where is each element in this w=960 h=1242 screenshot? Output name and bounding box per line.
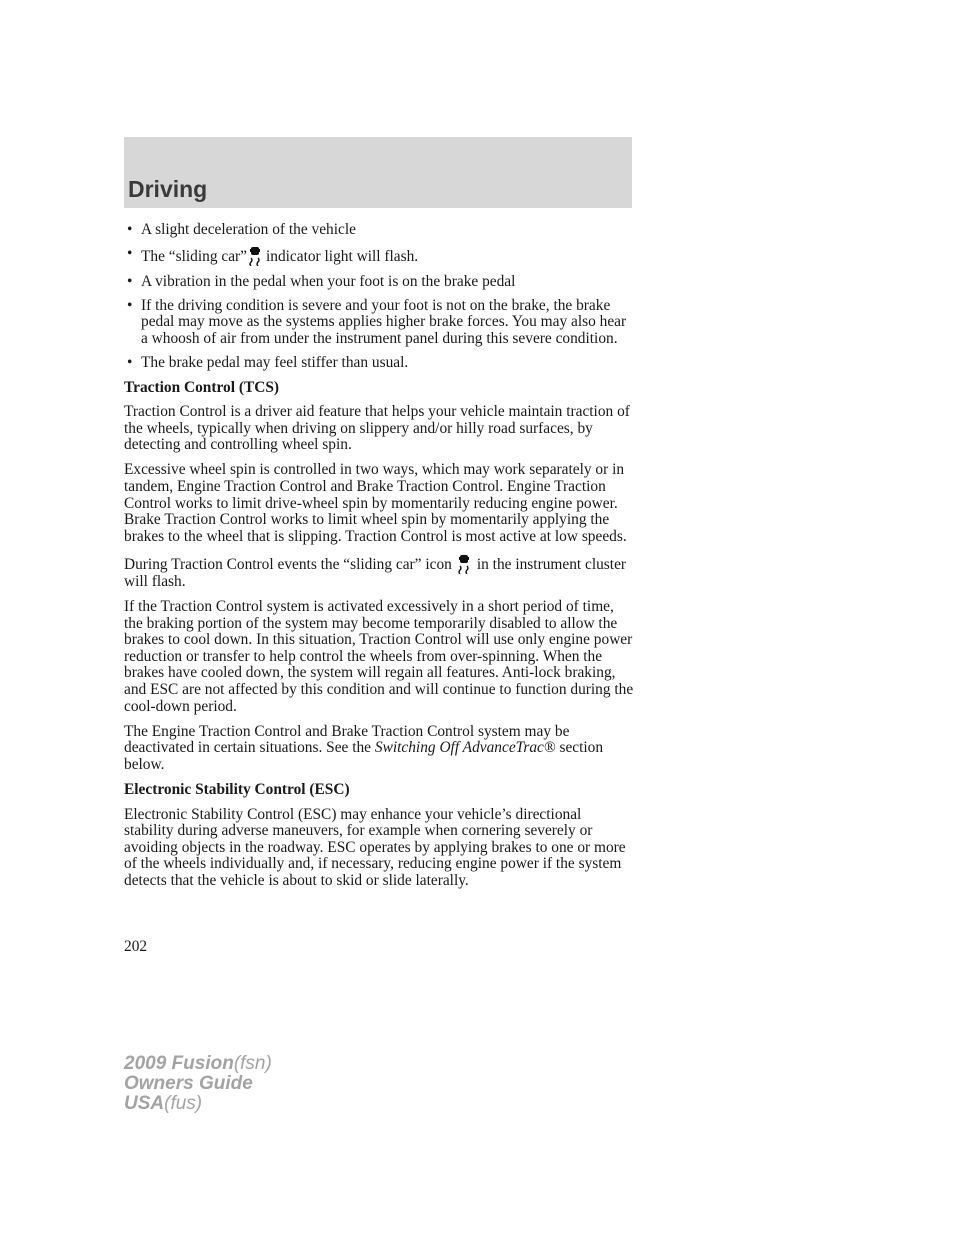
footer-market-code: (fus)	[164, 1093, 203, 1114]
tcs-paragraph-5-text-cont: section below.	[124, 739, 604, 773]
footer-model: 2009 Fusion	[124, 1053, 234, 1074]
list-item-text: The “sliding car”	[141, 248, 247, 266]
list-item-text-cont: indicator light will flash.	[265, 248, 419, 266]
esc-paragraph-1: Electronic Stability Control (ESC) may enhance your vehicle’s directional stability during adverse maneuvers, for example when cornering severely or avoiding objects in the roadway. ESC operates by applying brakes to one or more of the wheels individually and, if necessary, reducing engine power if the system detects that the vehicle is about to skid or slide laterally.	[124, 805, 626, 889]
section-title: Driving	[128, 176, 208, 202]
page-number: 202	[124, 938, 148, 955]
tcs-paragraph-3-text-cont: in the instrument cluster will flash.	[124, 555, 627, 590]
sliding-car-icon	[457, 554, 471, 574]
list-item-text: The brake pedal may feel stiffer than usual.	[141, 353, 409, 371]
bullet-glyph: •	[127, 221, 133, 238]
list-item	[124, 222, 634, 239]
list-item	[124, 246, 634, 266]
footer-market: USA	[124, 1093, 165, 1114]
symptom-list	[124, 222, 634, 372]
footer-line-1	[124, 1054, 272, 1074]
list-item	[124, 274, 634, 291]
list-item	[124, 355, 634, 372]
list-item-text: A vibration in the pedal when your foot is on the brake pedal	[141, 272, 516, 290]
tcs-paragraph-1: Traction Control is a driver aid feature that helps your vehicle maintain traction of the wheels, typically when driving on slippery and/or hilly road surfaces, by detecting and controlling wheel spin.	[124, 403, 630, 454]
footer-line-2	[124, 1074, 272, 1094]
tcs-paragraph-5	[124, 724, 634, 774]
bullet-glyph: •	[127, 272, 133, 290]
footer-line-3	[124, 1094, 272, 1114]
tcs-paragraph-5-text: The Engine Traction Control and Brake Traction Control system may be deactivated in certain situations. See the	[124, 722, 570, 757]
list-item	[124, 298, 634, 348]
esc-heading: Electronic Stability Control (ESC)	[124, 780, 350, 798]
bullet-glyph: •	[127, 296, 133, 314]
tcs-paragraph-3	[124, 554, 634, 591]
tcs-paragraph-4: If the Traction Control system is activated excessively in a short period of time, the braking portion of the system may become temporarily disabled to allow the brakes to cool down. In this situation, Traction Control will use only engine power reduction or transfer to help control the wheels from over-spinning. When the brakes have cooled down, the system will regain all features. Anti-lock braking, and ESC are not affected by this condition and will continue to function during the cool-down period.	[124, 598, 634, 715]
list-item-text: If the driving condition is severe and your foot is not on the brake, the brake pedal may move as the systems applies higher brake forces. You may also hear a whoosh of air from under the instrument panel during this severe condition.	[141, 296, 627, 347]
tcs-paragraph-3-text: During Traction Control events the “sliding car” icon	[124, 555, 452, 573]
bullet-glyph: •	[127, 245, 133, 263]
section-reference-link: Switching Off AdvanceTrac®	[374, 739, 556, 757]
list-item-text: A slight deceleration of the vehicle	[141, 221, 356, 238]
footer-model-code: (fsn)	[233, 1053, 272, 1074]
bullet-glyph: •	[127, 353, 133, 371]
sliding-car-icon	[248, 246, 262, 266]
document-footer	[124, 1054, 272, 1114]
tcs-heading: Traction Control (TCS)	[124, 378, 280, 396]
footer-doc-type: Owners Guide	[124, 1073, 253, 1094]
tcs-paragraph-2: Excessive wheel spin is controlled in two ways, which may work separately or in tandem, Engine Traction Control and Brake Traction Control. Engine Traction Control works to limit drive-wheel spin by momentarily reducing engine power. Brake Traction Control works to limit wheel spin by momentarily applying the brakes to the wheel that is slipping. Traction Control is most active at low speeds.	[124, 461, 627, 545]
page-body	[124, 222, 634, 898]
